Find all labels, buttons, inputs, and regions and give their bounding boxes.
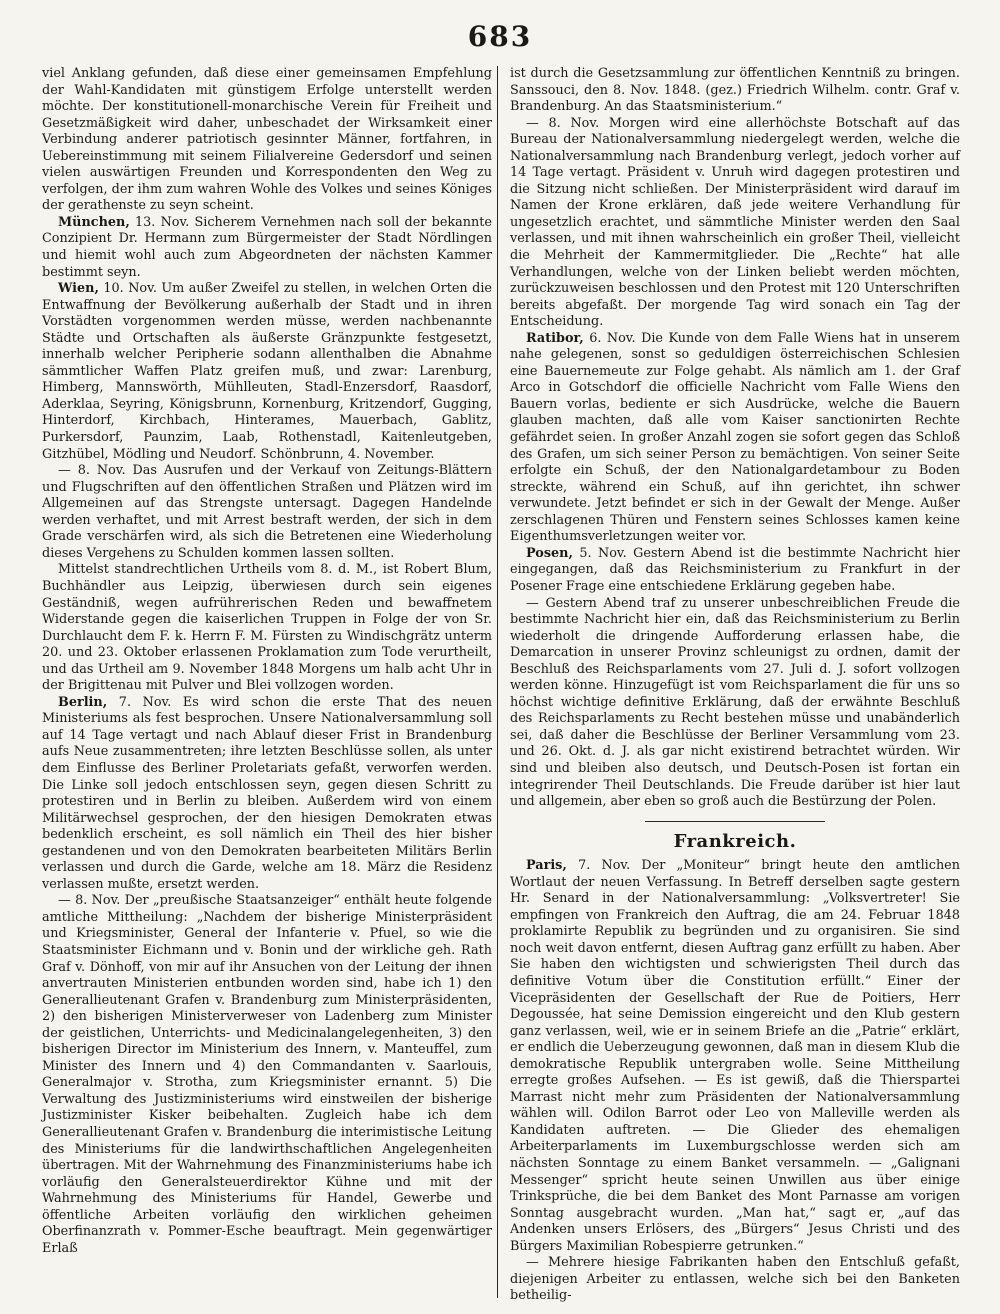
paragraph-text: — 8. Nov. Morgen wird eine allerhöchste Botschaft auf das Bureau der Nationalversammlung niedergelegt werden, welche die Nationalversammlung nach Brandenburg verlegt, jedoch vorher auf 14 Tage vertagt. Präsident v. Unruh wird dagegen protestiren und die Sitzung nicht schließen. Der Ministerpräsident wird darauf im Namen der Krone erklären, daß jede weitere Verhandlung für ungesetzlich erachtet, und sämmtliche Minister werden den Saal verlassen, und mit ihnen wahrscheinlich ein großer Theil, vielleicht die Mehrheit der Kammermitglieder. Die „Rechte“ hat alle Verhandlungen, welche von der Linken beliebt werden möchten, zurückzuweisen beschlossen und den Protest mit 120 Unterschriften bereits abgefaßt. Der morgende Tag wird sonach ein Tag der Entscheidung. (510, 115, 960, 330)
dateline-place: München, (58, 214, 130, 230)
article-paragraph (42, 562, 492, 694)
paragraph-text: — 8. Nov. Das Ausrufen und der Verkauf von Zeitungs-Blättern und Flugschriften auf den öffentlichen Straßen und Plätzen wird im Allgemeinen auf das Strengste untersagt. Dagegen Handelnde werden verhaftet, und mit Arrest bestraft werden, der sich in dem Grade verschärfen wird, als sich die Betretenen eine Wiederholung dieses Vergehens zu Schulden kommen lassen sollten. (42, 463, 492, 561)
paragraph-text: — Mehrere hiesige Fabrikanten haben den Entschluß gefaßt, diejenigen Arbeiter zu entlassen, welche sich bei den Banketen betheilig- (510, 1255, 960, 1304)
paragraph-text: 13. Nov. Sicherem Vernehmen nach soll der bekannte Conzipient Dr. Hermann zum Bürgermeister der Stadt Nördlingen und hiemit wohl auch zum Abgeordneten der nächsten Kammer bestimmt seyn. (42, 214, 492, 280)
section-divider (645, 821, 825, 822)
left-column (42, 66, 492, 1257)
article-paragraph (42, 215, 492, 281)
paragraph-text: 7. Nov. Der „Moniteur“ bringt heute den amtlichen Wortlaut der neuen Verfassung. In Betreff derselben sagte gestern Hr. Senard in der Nationalversammlung: „Volksvertreter! Sie empfingen von Frankreich den Auftrag, die am 24. Februar 1848 proklamirte Republik zu begründen und zu organisiren. Sie sind noch weit davon entfernt, diesen Auftrag ganz erfüllt zu haben. Aber Sie haben den wichtigsten und schwierigsten Theil durch das definitive Votum über die Constitution erfüllt.“ Einer der Vicepräsidenten der Gesellschaft der Rue de Poitiers, Herr Degoussée, hat seine Demission eingereicht und den Klub gestern ganz verlassen, weil, wie er in seinem Briefe an die „Patrie“ erklärt, er endlich die Ueberzeugung gewonnen, daß man in diesem Klub die demokratische Republik untergraben wolle. Seine Mittheilung erregte großes Aufsehen. — Es ist gewiß, daß die Thierspartei Marrast nicht mehr zum Präsidenten der Nationalversammlung wählen will. Odilon Barrot oder Leo von Malleville werden als Kandidaten auftreten. — Die Glieder des ehemaligen Arbeiterparlaments im Luxemburgschlosse werden sich am nächsten Sonntage zu einem Banket versammeln. — „Galignani Messenger“ spricht heute seinen Unwillen aus über einige Trinksprüche, die bei dem Banket des Mont Parnasse am vorigen Sonntag ausgebracht wurden. „Man hat,“ sagt er, „auf das Andenken unsers Erlösers, des „Bürgers“ Jesus Christi und des Bürgers Maximilian Robespierre getrunken.“ (510, 858, 960, 1254)
paragraph-text: 10. Nov. Um außer Zweifel zu stellen, in welchen Orten die Entwaffnung der Bevölkerung außerhalb der Stadt und in ihren Vorstädten vorgenommen werden müsse, werden nachbenannte Städte und Ortschaften als äußerste Gränzpunkte festgesetzt, innerhalb welcher Peripherie sodann allenthalben die Abnahme sämmtlicher Waffen Platz greifen muß, und zwar: Larenburg, Himberg, Mannswörth, Mühlleuten, Stadl-Enzersdorf, Raasdorf, Aderklaa, Seyring, Königsbrunn, Kornenburg, Kritzendorf, Gugging, Hinterdorf, Kirchbach, Hinterames, Mauerbach, Gablitz, Purkersdorf, Paunzim, Laab, Rothenstadl, Kaitenleutgeben, Gitzhübel, Mödling und Neudorf. Schönbrunn, 4. November. (42, 281, 492, 462)
article-paragraph (42, 695, 492, 894)
page-number: 683 (467, 20, 533, 53)
dateline-place: Posen, (526, 545, 573, 561)
article-paragraph (42, 66, 492, 215)
paragraph-text: ist durch die Gesetzsammlung zur öffentlichen Kenntniß zu bringen. Sanssouci, den 8. Nov. 1848. (gez.) Friedrich Wilhelm. contr. Graf v. Brandenburg. An das Staatsministerium.“ (510, 66, 960, 115)
dateline-place: Berlin, (58, 694, 108, 710)
article-paragraph (510, 858, 960, 1255)
paragraph-text: Mittelst standrechtlichen Urtheils vom 8. d. M., ist Robert Blum, Buchhändler aus Leipzig, überwiesen durch sein eigenes Geständniß, wegen aufrührerischen Reden und bewaffnetem Widerstande gegen die kaiserlichen Truppen in Folge der von Sr. Durchlaucht dem F. k. Herrn F. M. Fürsten zu Windischgrätz unterm 20. und 23. Oktober erlassenen Proklamation zum Tode verurtheilt, und das Urtheil am 9. November 1848 Morgens um halb acht Uhr in der Brigittenau mit Pulver und Blei vollzogen worden. (42, 562, 492, 694)
article-paragraph (510, 1255, 960, 1305)
article-paragraph (510, 116, 960, 331)
column-divider (497, 66, 498, 1298)
section-heading: Frankreich. (673, 830, 797, 852)
article-paragraph (42, 893, 492, 1257)
paragraph-text: 5. Nov. Gestern Abend ist die bestimmte Nachricht hier eingegangen, daß das Reichsministerium zu Frankfurt in der Posener Frage eine entschiedene Erklärung gegeben habe. (510, 545, 960, 594)
paragraph-text: 7. Nov. Es wird schon die erste That des neuen Ministeriums als fest besprochen. Unsere Nationalversammlung soll auf 14 Tage vertagt und nach Ablauf dieser Frist in Brandenburg aufs Neue zusammentreten; ihre letzten Beschlüsse sollen, als unter dem Einflusse des Berliner Proletariats gefaßt, verworfen werden. Die Linke soll jedoch entschlossen seyn, gegen diesen Schritt zu protestiren und in Berlin zu bleiben. Außerdem wird von einem Militärwechsel gesprochen, der den hiesigen Demokraten etwas bedenklich erscheint, es soll nämlich ein Theil des hier bisher gestandenen und von den Demokraten bearbeiteten Militärs Berlin verlassen und durch die Garde, welche am 18. März die Residenz verlassen mußte, ersetzt werden. (42, 694, 492, 892)
article-paragraph (510, 331, 960, 546)
article-paragraph (42, 281, 492, 463)
article-paragraph (510, 546, 960, 596)
article-paragraph (510, 66, 960, 116)
dateline-place: Paris, (526, 858, 567, 874)
paragraph-text: 6. Nov. Die Kunde von dem Falle Wiens hat in unserem nahe gelegenen, sonst so geduldigen österreichischen Schlesien eine Bauernemeute zur Folge gehabt. Als nämlich am 1. der Graf Arco in Gotschdorf die officielle Nachricht vom Falle Wiens den Bauern vorlas, bediente er sich Ausdrücke, welche die Bauern glauben machten, daß alle vom Kaiser sanctionirten Rechte gefährdet seien. In großer Anzahl zogen sie sofort gegen das Schloß des Grafen, um sich seiner Person zu bemächtigen. Von seiner Seite erfolgte ein Schuß, der den Nationalgardetambour zu Boden streckte, während ein Schuß, auf ihn gerichtet, ihn schwer verwundete. Jetzt befindet er sich in der Gewalt der Menge. Außer zerschlagenen Thüren und Fenstern seines Schlosses kamen keine Eigenthumsverletzungen weiter vor. (510, 330, 960, 545)
article-paragraph (510, 596, 960, 811)
dateline-place: Wien, (58, 281, 99, 297)
right-column (510, 66, 960, 1305)
paragraph-text: viel Anklang gefunden, daß diese einer gemeinsamen Empfehlung der Wahl-Kandidaten mit günstigem Erfolge unterstellt werden möchte. Der konstitutionell-monarchische Verein für Freiheit und Gesetzmäßigkeit wird daher, unbeschadet der Wirksamkeit einer Verbindung anderer patriotisch gesinnter Männer, fortfahren, in Uebereinstimmung mit seinem Filialvereine Gedersdorf und seinen vielen auswärtigen Freunden und Korrespondenten den Weg zu verfolgen, der ihm zum wahren Wohle des Volkes und seines Königes der gerathenste zu seyn scheint. (42, 66, 492, 214)
paragraph-text: — 8. Nov. Der „preußische Staatsanzeiger“ enthält heute folgende amtliche Mittheilung: „Nachdem der bisherige Ministerpräsident und Kriegsminister, General der Infanterie v. Pfuel, so wie die Staatsminister Eichmann und v. Bonin und der wirkliche geh. Rath Graf v. Dönhoff, von mir auf ihr Ansuchen von der Leitung der ihnen anvertrauten Ministerien entbunden worden sind, habe ich 1) den Generallieutenant Grafen v. Brandenburg zum Ministerpräsidenten, 2) den bisherigen Ministerverweser von Ladenberg zum Minister der geistlichen, Unterrichts- und Medicinalangelegenheiten, 3) den bisherigen Director im Ministerium des Innern, v. Manteuffel, zum Minister des Innern und 4) den Commandanten v. Saarlouis, Generalmajor v. Strotha, zum Kriegsminister ernannt. 5) Die Verwaltung des Justizministeriums wird einstweilen der bisherige Justizminister Kisker beibehalten. Zugleich habe ich dem Generallieutenant Grafen v. Brandenburg die interimistische Leitung des Ministeriums für die landwirthschaftlichen Angelegenheiten übertragen. Mit der Wahrnehmung des Finanzministeriums habe ich vorläufig den Generalsteuerdirektor Kühne und mit der Wahrnehmung des Ministeriums für Handel, Gewerbe und öffentliche Arbeiten vorläufig den wirklichen geheimen Oberfinanzrath v. Pommer-Esche beauftragt. Mein gegenwärtiger Erlaß (42, 893, 492, 1256)
paragraph-text: — Gestern Abend traf zu unserer unbeschreiblichen Freude die bestimmte Nachricht hier ein, daß das Reichsministerium zu Berlin wiederholt die dringende Aufforderung erlassen habe, die Demarcation in unserer Provinz schleunigst zu ordnen, damit der Beschluß des Reichsparlaments vom 27. Juli d. J. sofort vollzogen werden könne. Hinzugefügt ist vom Reichsparlament die für uns so höchst wichtige definitive Erklärung, daß der erwähnte Beschluß des Reichsparlaments zu Recht bestehen müsse und unabänderlich sei, daß daher die Beschlüsse der Berliner Versammlung vom 23. und 26. Okt. d. J. als gar nicht existirend betrachtet würden. Wir sind und bleiben also deutsch, und Deutsch-Posen ist fortan ein integrirender Theil Deutschlands. Die Freude darüber ist hier laut und allgemein, aber eben so groß auch die Bestürzung der Polen. (510, 595, 960, 810)
dateline-place: Ratibor, (526, 330, 584, 346)
article-paragraph (42, 463, 492, 562)
